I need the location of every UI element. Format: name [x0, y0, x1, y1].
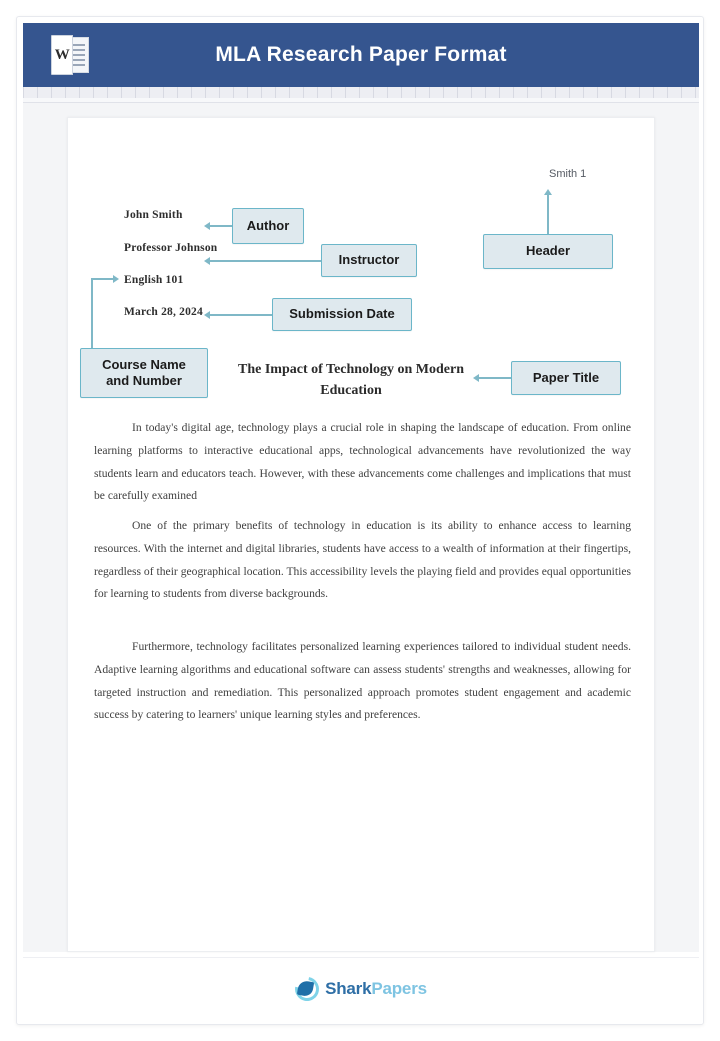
- arrow-header: [544, 189, 552, 195]
- connector-instructor-line: [210, 260, 321, 262]
- callout-author-label: Author: [246, 217, 290, 233]
- paper-title-line-2: Education: [320, 383, 382, 398]
- brand-part-shark: Shark: [325, 979, 372, 998]
- arrow-paper-title: [473, 374, 479, 382]
- document-ruler[interactable]: [23, 87, 699, 103]
- callout-paper-title-label: Paper Title: [532, 369, 600, 385]
- connector-author-line: [210, 225, 232, 227]
- author-name-text: John Smith: [124, 209, 183, 221]
- submission-date-text: March 28, 2024: [124, 306, 203, 318]
- callout-course-name-line-1: Course Name: [102, 356, 186, 372]
- window-title-bar: [23, 23, 699, 87]
- brand-part-papers: Papers: [371, 979, 427, 998]
- connector-submission-date-line: [210, 314, 272, 316]
- paper-title-text: [196, 359, 506, 401]
- sharkpapers-logo[interactable]: [295, 977, 427, 1001]
- connector-course-horizontal: [91, 278, 113, 280]
- running-header-text: Smith 1: [549, 168, 587, 180]
- arrow-author: [204, 222, 210, 230]
- arrow-course-name: [113, 275, 119, 283]
- word-document-icon: [51, 35, 91, 75]
- callout-course-name[interactable]: [80, 348, 208, 398]
- shark-fin-circle-icon: [295, 977, 319, 1001]
- instructor-name-text: Professor Johnson: [124, 242, 218, 254]
- callout-author[interactable]: [232, 208, 304, 244]
- callout-header-label: Header: [525, 243, 571, 259]
- body-paragraph-1: In today's digital age, technology plays a crucial role in shaping the landscape of education. From online learning platforms to interactive educational apps, technological advancements have revolutionized the way students learn and educators teach. However, with these advancements come challenges and implications that must be carefully examined: [94, 421, 631, 503]
- body-paragraph-3: Furthermore, technology facilitates personalized learning experiences tailored to individual student needs. Adaptive learning algorithms and educational software can assess students' strengths and weaknesses, allowing for targeted instruction and remediation. This personalized approach promotes student engagement and academic success by catering to learners' unique learning styles and preferences.: [94, 640, 631, 722]
- connector-header-vertical: [547, 195, 549, 234]
- arrow-instructor: [204, 257, 210, 265]
- paper-title-line-1: The Impact of Technology on Modern: [238, 362, 464, 377]
- body-paragraph-2: One of the primary benefits of technology in education is its ability to enhance access to learning resources. With the internet and digital libraries, students have access to a wealth of information at their fingertips, regardless of their geographical location. This accessibility levels the playing field and provides equal opportunities for learning to students from diverse backgrounds.: [94, 519, 631, 601]
- callout-instructor-label: Instructor: [338, 252, 400, 268]
- connector-paper-title-line: [479, 377, 511, 379]
- document-preview-card: [16, 16, 704, 1025]
- connector-course-vertical: [91, 278, 93, 348]
- callout-paper-title[interactable]: [511, 361, 621, 395]
- document-workspace: [23, 103, 699, 952]
- callout-header[interactable]: [483, 234, 613, 269]
- callout-submission-date-label: Submission Date: [289, 306, 395, 322]
- page-title: MLA Research Paper Format: [215, 43, 507, 66]
- sharkpapers-wordmark: [325, 979, 427, 999]
- callout-course-name-line-2: and Number: [106, 373, 182, 388]
- callout-submission-date[interactable]: [272, 298, 412, 331]
- arrow-submission-date: [204, 311, 210, 319]
- word-icon-letter: W: [54, 46, 70, 63]
- footer-bar: [23, 957, 699, 1020]
- callout-instructor[interactable]: [321, 244, 417, 277]
- course-name-text: English 101: [124, 274, 184, 286]
